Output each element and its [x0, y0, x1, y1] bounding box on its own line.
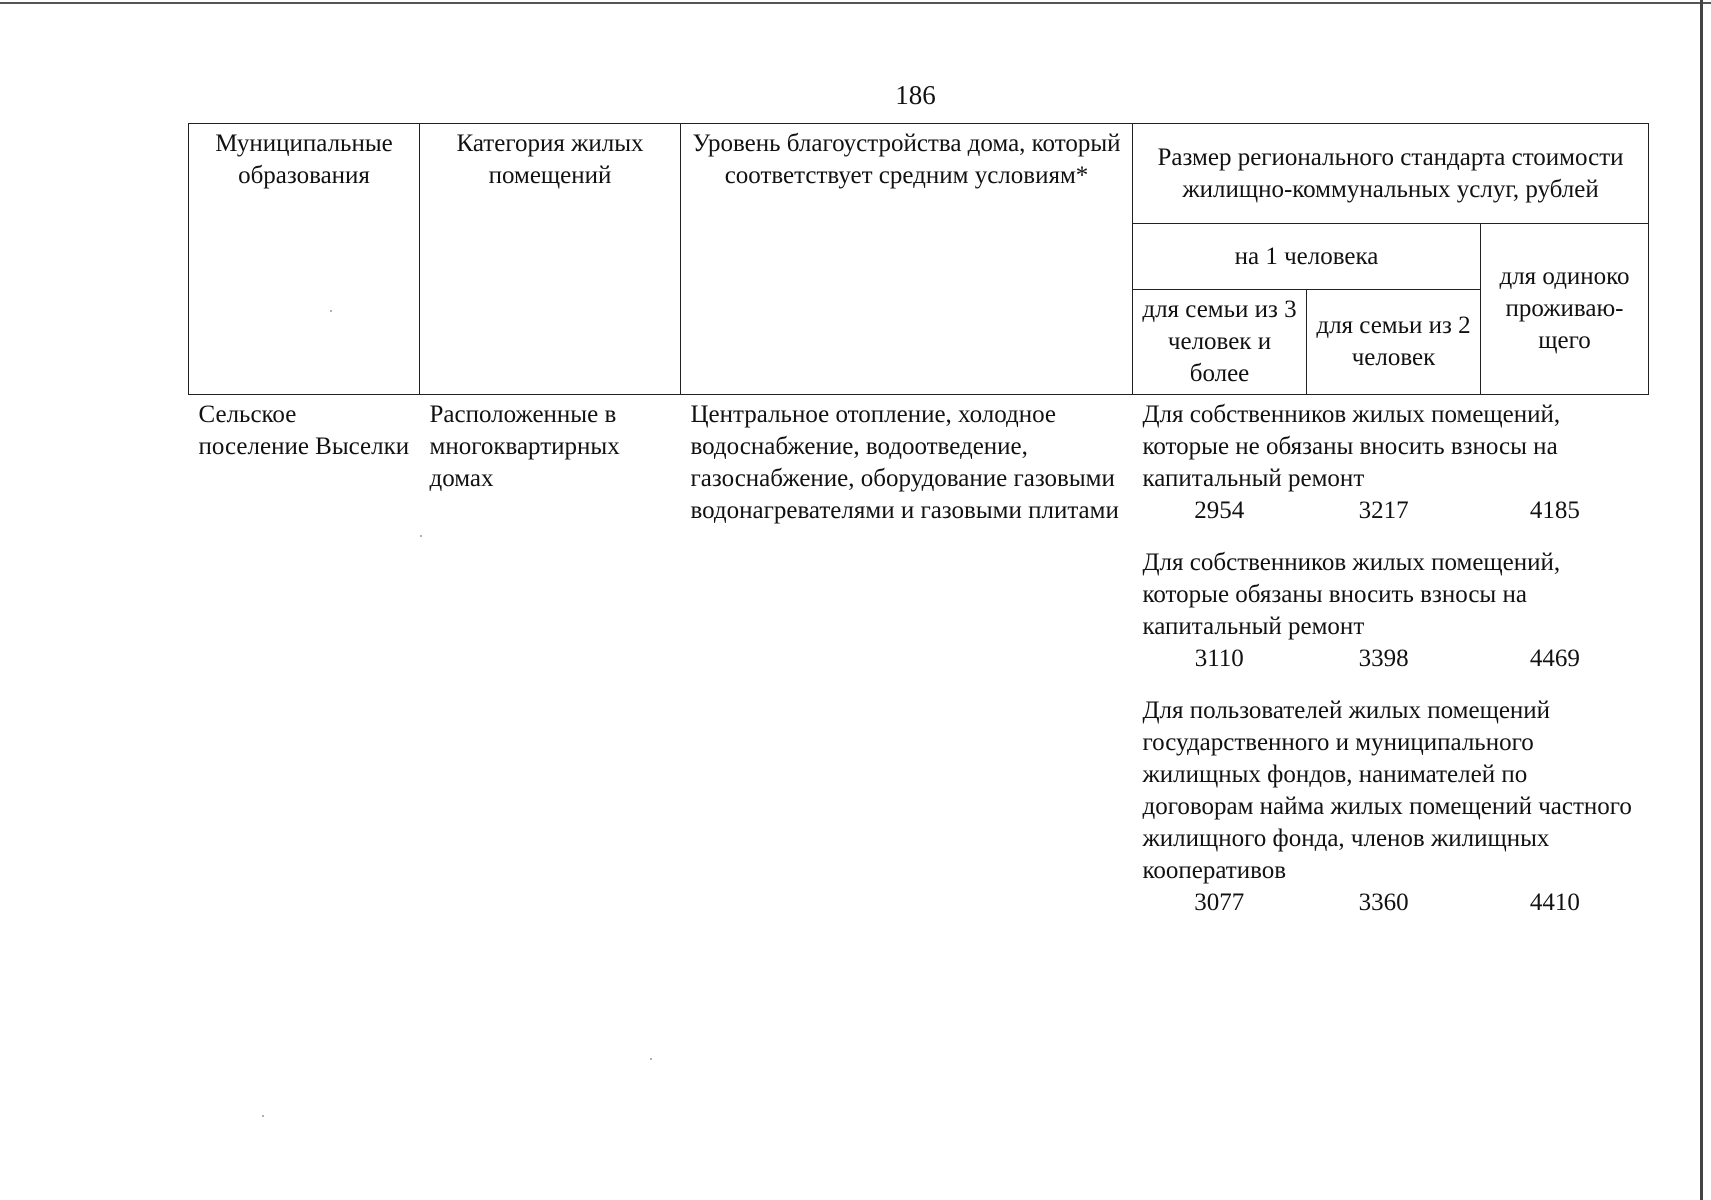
rate-values — [1143, 643, 1639, 675]
value-family-3: 2954 — [1194, 497, 1245, 524]
cell-rates — [1133, 395, 1649, 920]
housing-standard-table — [188, 123, 1649, 919]
rate-group — [1143, 695, 1639, 919]
rate-group — [1143, 399, 1639, 527]
header-family-2: для семьи из 2 человек — [1307, 290, 1481, 395]
value-single: 4469 — [1529, 645, 1580, 672]
rate-group-label: Для собственников жилых помещений, которые не обязаны вносить взносы на капитальный ремонт — [1142, 401, 1561, 492]
rate-group-label: Для пользователей жилых помещений государственного и муниципального жилищных фондов, нанимателей по договорам найма жилых помещений частного жилищного фонда, членов жилищных кооперативов — [1142, 697, 1632, 884]
scan-border-right — [1700, 0, 1703, 1200]
rate-group-label: Для собственников жилых помещений, которые обязаны вносить взносы на капитальный ремонт — [1142, 549, 1561, 640]
scan-speck — [650, 1058, 652, 1060]
scan-border-top — [0, 2, 1711, 4]
header-level: Уровень благоустройства дома, который соответствует средним условиям* — [681, 124, 1133, 395]
scan-speck — [262, 1115, 264, 1117]
value-family-2: 3398 — [1358, 645, 1409, 672]
header-municipality: Муниципальные образования — [189, 124, 420, 395]
value-single: 4410 — [1529, 889, 1580, 916]
cell-level: Центральное отопление, холодное водоснабжение, водоотведение, газоснабжение, оборудование газовыми водонагревателями и газовыми плитами — [690, 401, 1119, 524]
page-number: 186 — [895, 80, 936, 110]
header-single: для одиноко проживаю-щего — [1481, 224, 1649, 395]
value-family-2: 3217 — [1358, 497, 1409, 524]
value-family-2: 3360 — [1358, 889, 1409, 916]
rate-group — [1143, 547, 1639, 675]
cell-category: Расположенные в многоквартирных домах — [429, 401, 620, 492]
cell-municipality: Сельское поселение Выселки — [198, 401, 410, 460]
rate-values — [1143, 495, 1639, 527]
value-family-3: 3077 — [1194, 889, 1245, 916]
header-standard-size: Размер регионального стандарта стоимости жилищно-коммунальных услуг, рублей — [1133, 124, 1649, 224]
header-family-3: для семьи из 3 человек и более — [1133, 290, 1307, 395]
value-family-3: 3110 — [1194, 645, 1244, 672]
rate-values — [1143, 887, 1639, 919]
table-row — [189, 395, 1649, 920]
header-per-person: на 1 человека — [1133, 224, 1481, 290]
value-single: 4185 — [1529, 497, 1580, 524]
header-category: Категория жилых помещений — [420, 124, 681, 395]
